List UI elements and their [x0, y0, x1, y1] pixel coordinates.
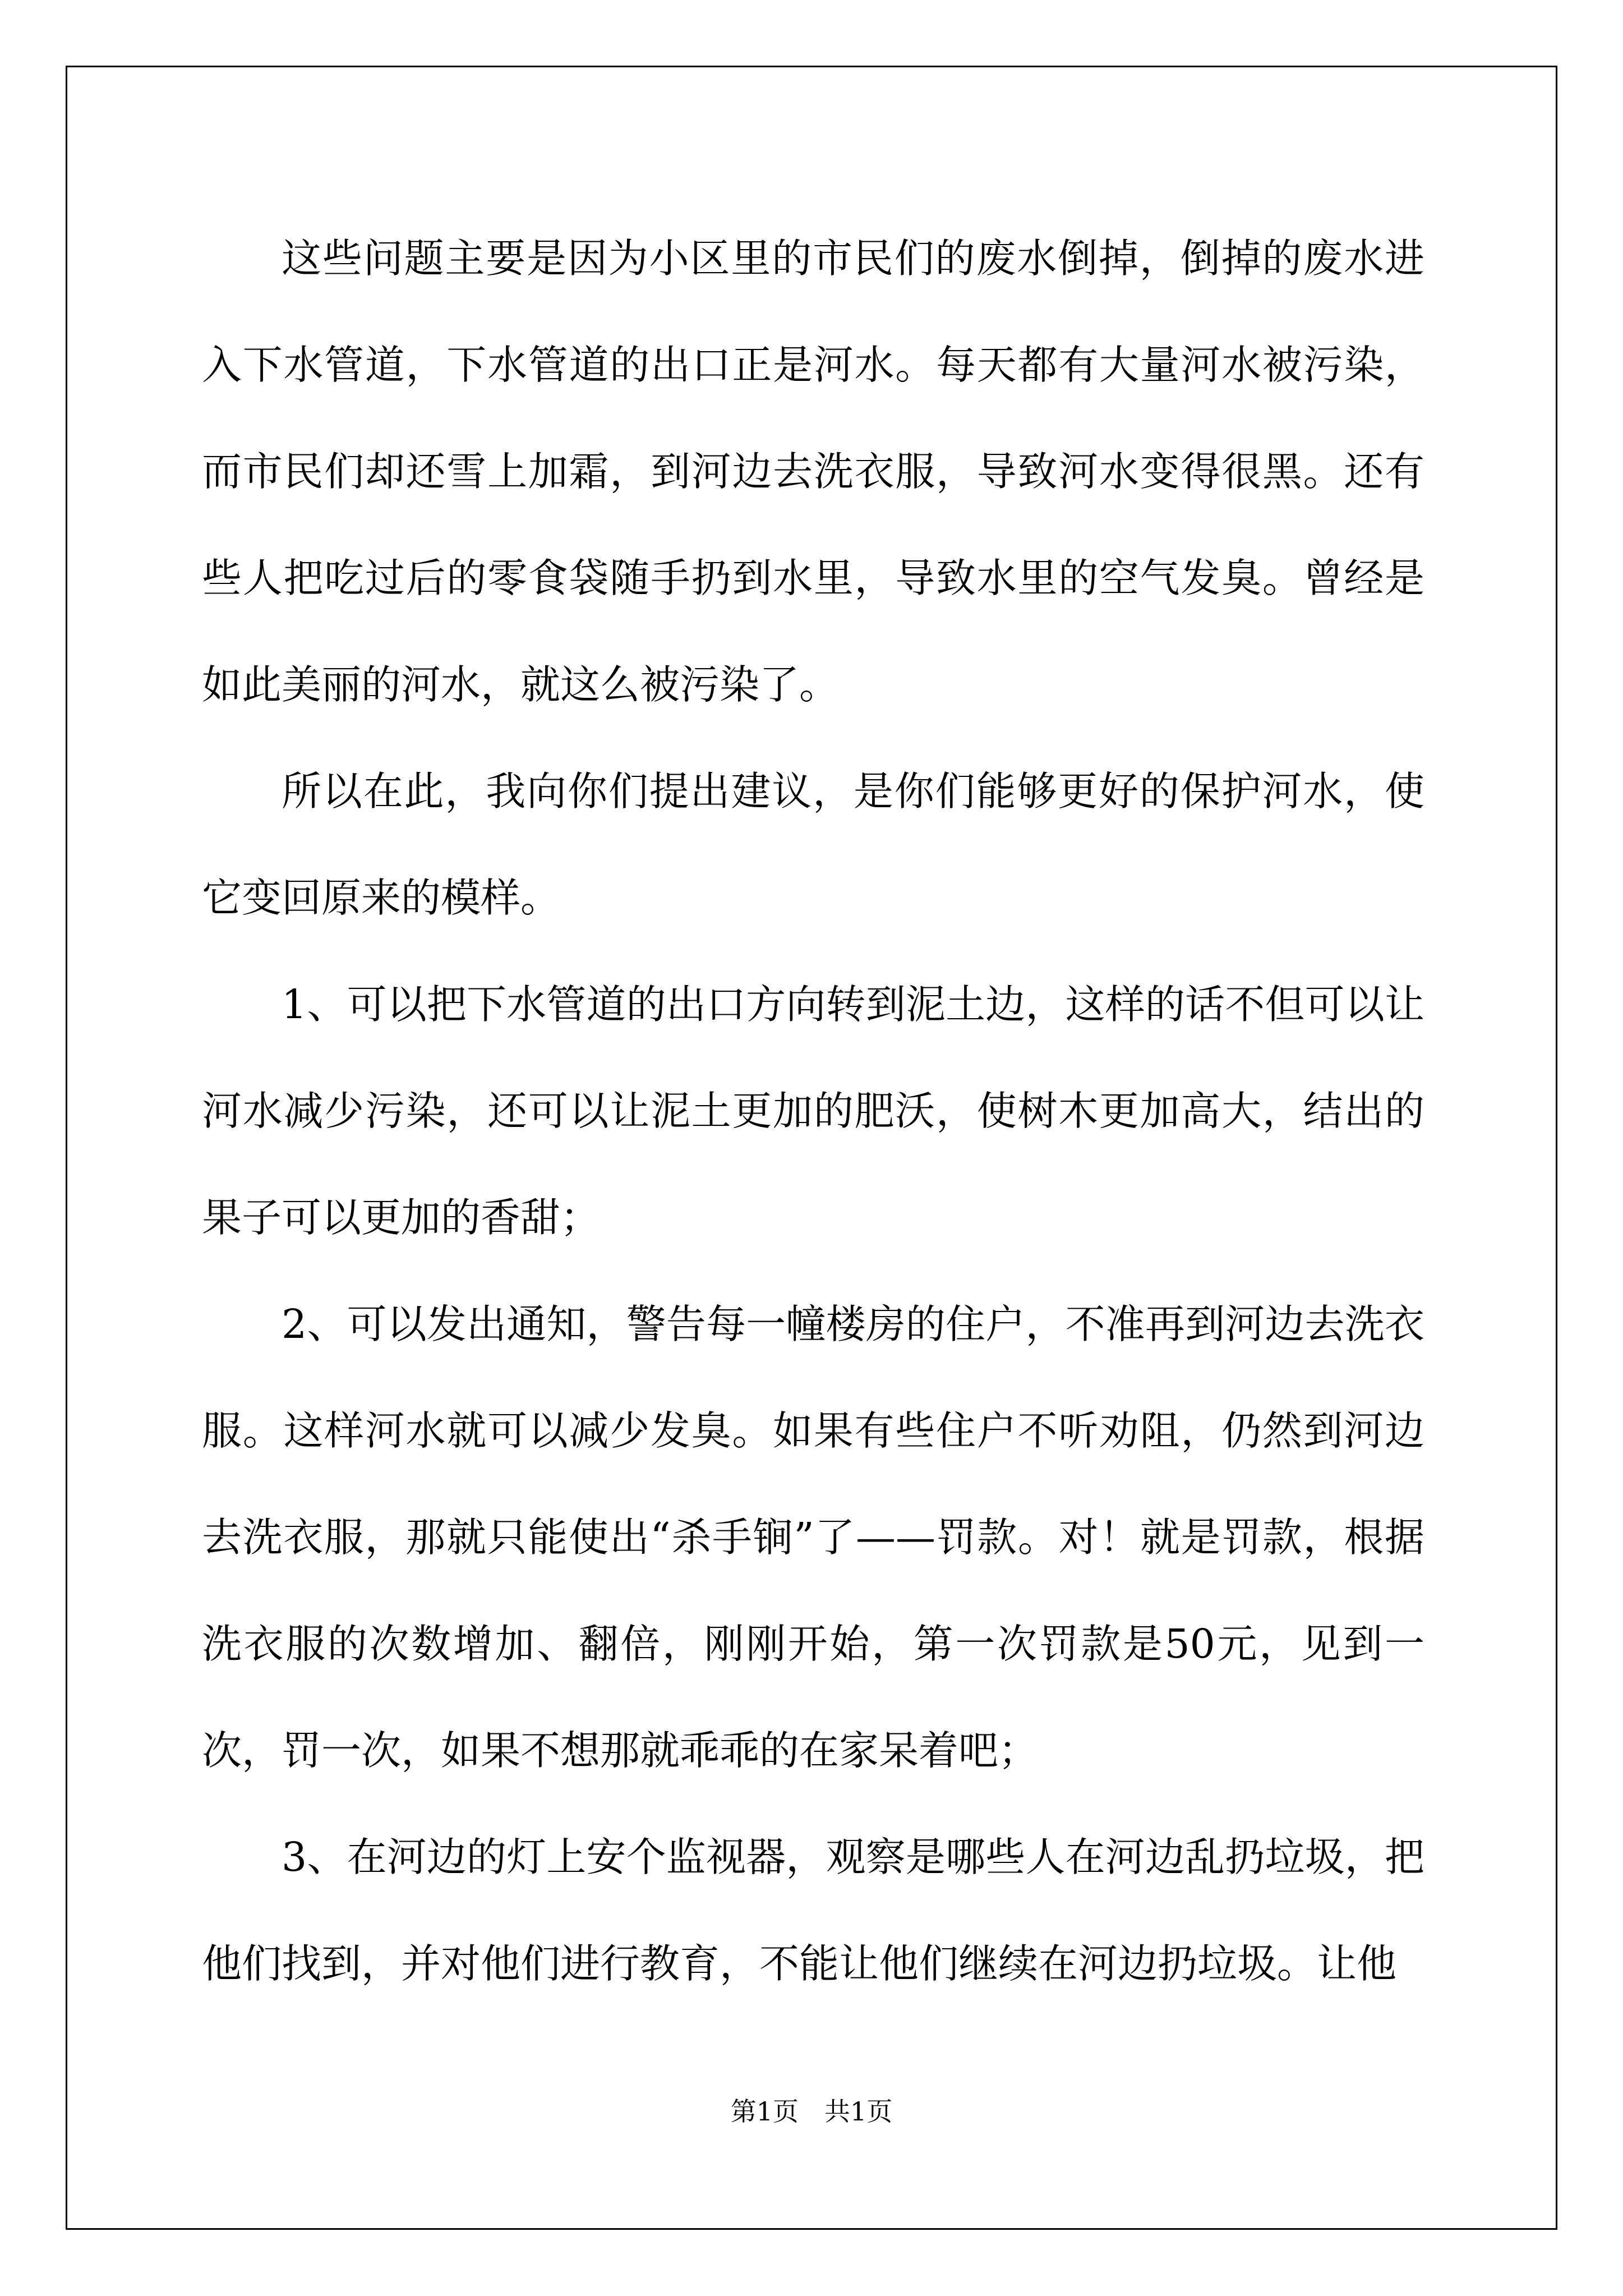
document-body: [202, 205, 1424, 2017]
page-number: 第1页: [730, 2096, 799, 2127]
paragraph: 1、可以把下水管道的出口方向转到泥土边，这样的话不但可以让河水减少污染，还可以让泥土更加的肥沃，使树木更加高大，结出的果子可以更加的香甜；: [202, 981, 1424, 1241]
paragraph: 所以在此，我向你们提出建议，是你们能够更好的保护河水，使它变回原来的模样。: [202, 768, 1424, 921]
paragraph: 这些问题主要是因为小区里的市民们的废水倒掉，倒掉的废水进入下水管道，下水管道的出口正是河水。每天都有大量河水被污染，而市民们却还雪上加霜，到河边去洗衣服，导致河水变得很黑。还有些人把吃过后的零食袋随手扔到水里，导致水里的空气发臭。曾经是如此美丽的河水，就这么被污染了。: [202, 235, 1424, 708]
paragraph: 2、可以发出通知，警告每一幢楼房的住户，不准再到河边去洗衣服。这样河水就可以减少发臭。如果有些住户不听劝阻，仍然到河边去洗衣服，那就只能使出“杀手锏”了——罚款。对！就是罚款，根据洗衣服的次数增加、翻倍，刚刚开始，第一次罚款是50元，见到一次，罚一次，如果不想那就乖乖的在家呆着吧；: [202, 1301, 1424, 1774]
paragraph: 3、在河边的灯上安个监视器，观察是哪些人在河边乱扔垃圾，把他们找到，并对他们进行教育，不能让他们继续在河边扔垃圾。让他: [202, 1834, 1424, 1987]
page-total: 共1页: [824, 2096, 893, 2127]
page-footer: [0, 2095, 1623, 2128]
